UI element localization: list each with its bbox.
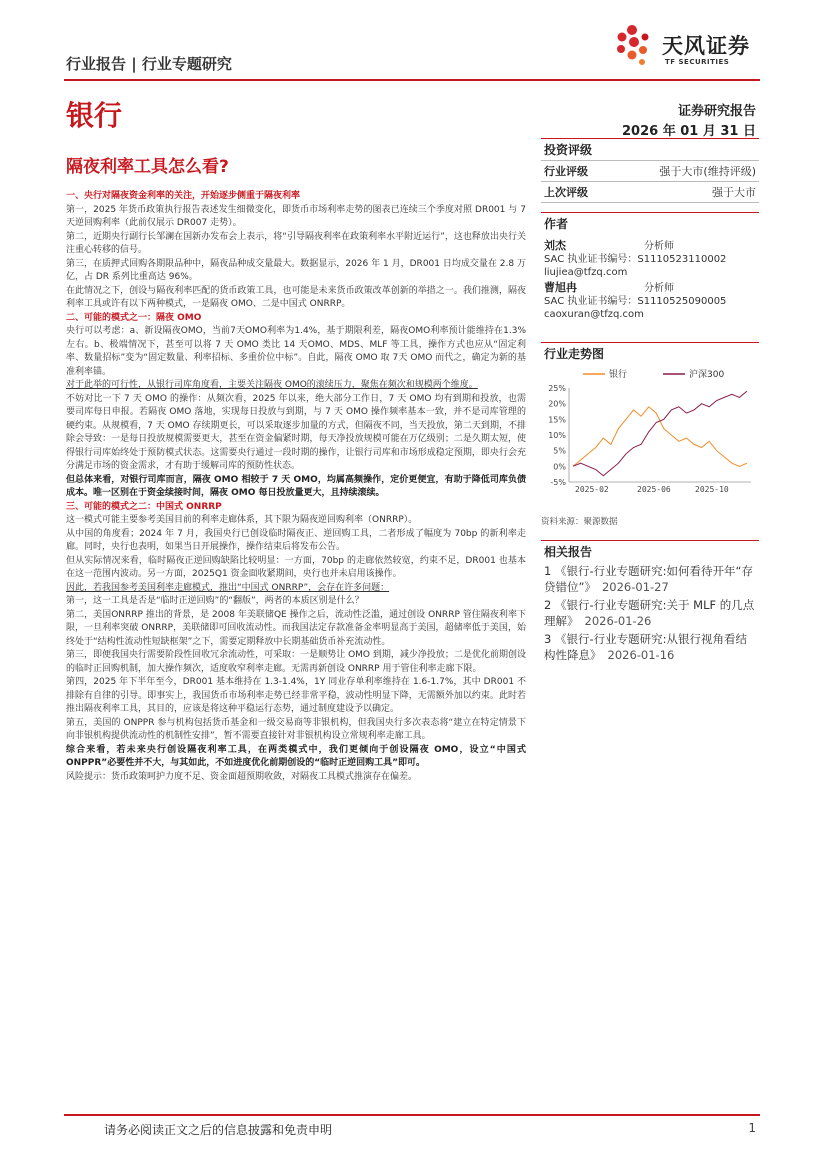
related-panel [541, 540, 759, 664]
sector-title: 银行 [66, 99, 123, 132]
author-sac: SAC 执业证书编号：S1110523110002 [544, 254, 727, 265]
page-number: 1 [748, 1121, 756, 1135]
trend-chart-svg [541, 360, 759, 500]
section-heading: 一、央行对隔夜资金利率的关注，开始逐步侧重于隔夜利率 [66, 191, 301, 201]
body-paragraph: 对于此举的可行性，从银行司库角度看，主要关注隔夜 OMO的滚续压力，聚焦在频次和规模两个维度。 [66, 380, 478, 390]
logo-name-en: TF SECURITIES [665, 58, 730, 66]
company-logo [612, 22, 762, 70]
authors-panel [541, 212, 759, 322]
author-role: 分析师 [644, 283, 674, 294]
report-title: 隔夜利率工具怎么看? [66, 157, 229, 177]
logo-mark-icon [612, 22, 658, 68]
top-rule [64, 79, 760, 81]
y-tick-label: 15% [548, 415, 566, 425]
header-category: 行业报告 | 行业专题研究 [66, 55, 232, 73]
body-paragraph: 但从实际情况来看，临时隔夜正逆回购缺陷比较明显：一方面，70bp 的走廊依然较宽，约束不足，DR001 也基本在这一范围内波动。另一方面，2025Q1 资金面收紧期间，央行也并未启用该操作。 [66, 555, 526, 579]
author-email[interactable]: liujiea@tfzq.com [544, 267, 628, 278]
body-paragraph: 第三，在质押式回购各期限品种中，隔夜品种成交量最大。数据显示，2026 年 1 月，DR001 日均成交量在 2.8 万亿，占 DR 系列比重高达 96%。 [66, 258, 526, 282]
y-tick-label: 5% [553, 446, 566, 456]
x-tick-label: 2025-06 [637, 485, 671, 494]
body-paragraph: 在此情况之下，创设与隔夜利率匹配的货币政策工具，也可能是未来货币政策改革创新的举措之一。我们推测，隔夜利率工具或许有以下两种模式，一是隔夜 OMO、二是中国式 ONRRP。 [66, 285, 526, 309]
body-paragraph: 从中国的角度看；2024 年 7 月，我国央行已创设临时隔夜正、逆回购工具，二者形成了幅度为 70bp 的新利率走廊。同时，央行也表明，如果当日开展操作，操作结束后将发布公告。 [66, 528, 526, 552]
rating-key: 行业评级 [544, 165, 588, 178]
related-report[interactable] [541, 630, 759, 664]
rating-value: 强于大市 [712, 186, 756, 199]
rating-panel [541, 138, 759, 203]
body-paragraph: 但总体来看，对银行司库而言，隔夜 OMO 相较于 7 天 OMO，均属高频操作，定价更便宜，有助于降低司库负债成本。唯一区别在于资金续接时间，隔夜 OMO 每日投放量更大，且持续滚续。 [66, 474, 526, 498]
related-report[interactable] [541, 562, 759, 596]
related-title[interactable]: 3 《银行-行业专题研究:从银行视角看结构性降息》 [544, 632, 747, 662]
rating-header: 投资评级 [541, 138, 759, 160]
author-name: 曹旭冉 [544, 281, 577, 294]
body-paragraph: 风险提示：货币政策呵护力度不足、资金面超预期收敛，对隔夜工具模式推演存在偏差。 [66, 771, 418, 782]
series-line [573, 391, 747, 476]
series-line [573, 407, 747, 467]
footer-disclaimer: 请务必阅读正文之后的信息披露和免责申明 [104, 1123, 333, 1137]
body-paragraph: 央行可以考虑：a、新设隔夜OMO，当前7天OMO利率为1.4%，基于期限利差，隔夜OMO利率预计能维持在1.3%左右。b、极端情况下，甚至可以将 7 天 OMO 类比 14 天OMO、MDS、MLF 等工具，操作方式也应从“固定利率、数量招标”变为“固定数量、利率招标、多重价位中标”。自此，隔夜 OMO 取 7天 OMO 而代之，确定为新的基准利率锚。 [66, 326, 526, 377]
rating-row [541, 160, 759, 181]
body-paragraph: 第四，2025 年下半年至今，DR001 基本维持在 1.3-1.4%，1Y 同业存单利率维持在 1.6-1.7%，其中 DR001 不排除有自律的引导。即事实上，我国货币市场利率走势已经非常平稳，波动性明显下降，无需额外加以约束。此时若推出隔夜利率工具，其目的，应该是将这种平稳运行态势，通过制度建设予以确定。 [66, 677, 526, 714]
y-tick-label: 20% [548, 399, 566, 409]
related-report[interactable] [541, 596, 759, 630]
logo-name: 天风证券 [662, 34, 750, 58]
related-date: 2026-01-26 [584, 614, 652, 628]
author-name: 刘杰 [544, 239, 566, 252]
author-email[interactable]: caoxuran@tfzq.com [544, 309, 644, 320]
body-paragraph: 第二，近期央行副行长邹澜在国新办发布会上表示，将“引导隔夜利率在政策利率水平附近运行”，这也释放出央行关注重心转移的信号。 [66, 231, 526, 255]
rating-key: 上次评级 [544, 186, 588, 199]
author-sac: SAC 执业证书编号：S1110525090005 [544, 296, 727, 307]
body-paragraph: 第一，2025 年货币政策执行报告表述发生细微变化，即货币市场利率走势的图表已连续三个季度对照 DR001 与 7 天逆回购利率（此前仅展示 DR007 走势）。 [66, 204, 526, 228]
body-paragraph: 第一，这一工具是否是“临时正逆回购”的“翻版”，两者的本质区别是什么？ [66, 596, 364, 606]
related-date: 2026-01-16 [607, 648, 675, 662]
report-body [66, 190, 526, 784]
x-tick-label: 2025-10 [695, 485, 729, 494]
report-date: 2026 年 01 月 31 日 [622, 124, 756, 139]
y-tick-label: 10% [548, 431, 566, 440]
bottom-rule [64, 1114, 760, 1116]
x-tick-label: 2025-02 [575, 485, 609, 494]
body-paragraph: 不妨对比一下 7 天 OMO 的操作：从频次看，2025 年以来，绝大部分工作日，7 天 OMO 均有到期和投放，也需要司库每日申报。若隔夜 OMO 落地，实现每日投放与到期，与 7 天 OMO 操作频率基本一致，并不是司库管理的硬约束。从规模看，7 天 OMO 存续期更长，可以采取逐步加量的方式，但隔夜不同，当天投放，第二天到期，不排除会导致：一是每日投放规模需要更大，甚至在资金偏紧时期，每天净投放规模可能在万亿级别；二是久期太短，使得银行司库始终处于预防模式状态。这需要央行通过一段时期的操作，让银行司库和市场形成稳定预期，即央行会充分满足市场的资金需求，才有助于缓解司库的预防性状态。 [66, 393, 526, 471]
body-paragraph: 第二，美国ONRRP 推出的背景，是 2008 年美联储QE 操作之后，流动性泛滥，通过创设 ONRRP 管住隔夜利率下限，一旦利率突破 ONRRP，美联储即可回收流动性。而我国法定存款准备金率明显高于美国，超储率低于美国，始终处于“结构性流动性短缺框架”之下，需要定期释放中长期基础货币补充流动性。 [66, 609, 526, 647]
related-title[interactable]: 1 《银行-行业专题研究:如何看待开年“存贷错位”》 [544, 564, 753, 594]
chart-source: 资料来源：聚源数据 [541, 517, 618, 527]
author-block [541, 238, 759, 280]
body-paragraph: 因此，若我国参考美国利率走廊模式，推出“中国式 ONRRP”，会存在许多问题： [66, 582, 390, 593]
y-tick-label: -5% [550, 478, 566, 487]
rating-row [541, 181, 759, 203]
rating-value: 强于大市(维持评级) [659, 165, 756, 178]
author-role: 分析师 [644, 241, 674, 252]
trend-header: 行业走势图 [541, 342, 759, 364]
body-paragraph: 综合来看，若未来央行创设隔夜利率工具，在两类模式中，我们更倾向于创设隔夜 OMO，设立“中国式ONPPR”必要性并不大，与其如此，不如进度优化前期创设的“临时正逆回购工具”即可。 [66, 744, 526, 768]
body-paragraph: 这一模式可能主要参考美国目前的利率走廊体系，其下限为隔夜逆回购利率（ONRRP）。 [66, 515, 418, 525]
y-tick-label: 25% [548, 384, 566, 393]
y-tick-label: 0% [553, 462, 566, 472]
related-date: 2026-01-27 [601, 580, 669, 594]
related-header: 相关报告 [541, 540, 759, 562]
trend-chart [541, 360, 759, 500]
related-title[interactable]: 2 《银行-行业专题研究:关于 MLF 的几点理解》 [544, 598, 755, 628]
report-type: 证券研究报告 [677, 104, 756, 119]
section-heading: 二、可能的模式之一：隔夜 OMO [66, 312, 202, 323]
authors-header: 作者 [541, 212, 759, 234]
legend-label: 银行 [609, 370, 628, 380]
section-heading: 三、可能的模式之二：中国式 ONRRP [66, 501, 222, 512]
body-paragraph: 第三，即便我国央行需要阶段性回收冗余流动性，可采取：一是顺势让 OMO 到期，减少净投放；二是优化前期创设的临时正回购机制，加大操作频次，适度收窄利率走廊。无需再新创设 ONRRP 用于管住利率走廊下限。 [66, 650, 526, 674]
body-paragraph: 第五，美国的 ONPPR 参与机构包括货币基金和一级交易商等非银机构，但我国央行多次表态将“建立在特定情景下向非银机构提供流动性的机制性安排”，暂不需要直接针对非银机构设立常规利率走廊工具。 [66, 717, 526, 741]
author-block [541, 280, 759, 322]
legend-label: 沪深300 [689, 370, 725, 380]
